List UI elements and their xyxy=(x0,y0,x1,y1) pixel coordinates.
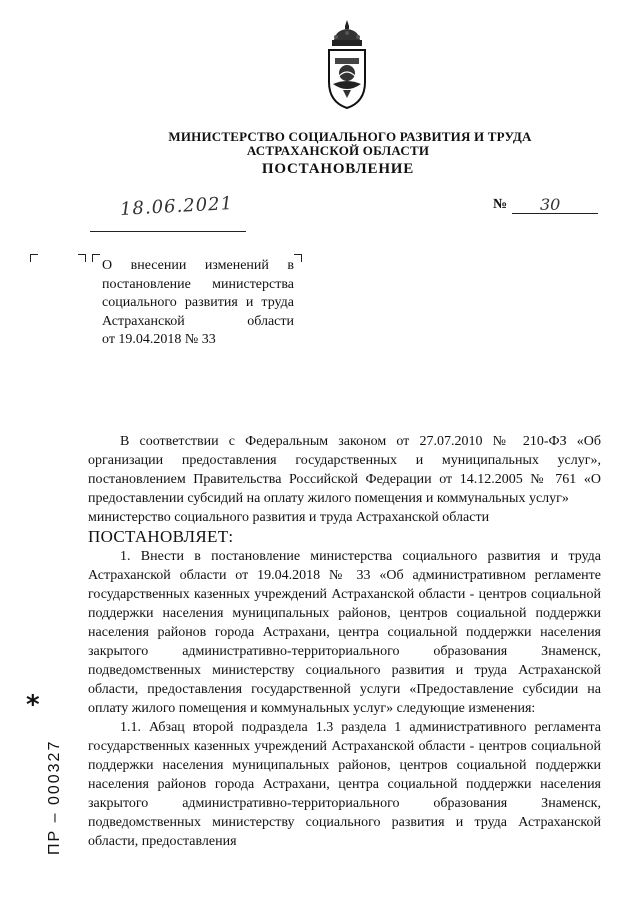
corner-mark-left-inner xyxy=(78,254,86,262)
subject-block xyxy=(102,257,294,350)
authority-line: министерство социального развития и труда Астраханской области xyxy=(88,510,490,525)
coat-of-arms-icon xyxy=(322,18,372,110)
item-1-paragraph: 1. Внести в постановление министерства социального развития и труда Астраханской области от 19.04.2018 № 33 «Об административном регламенте государственных казенных учреждений Астраханской области - центров социальной поддержки населения муниципальных районов, центров социальной поддержки населения районов города Астрахани, центра социальной поддержки населения закрытого административно-территориального образования Знаменск, подведомственных министерству социального развития и труда Астраханской области, предоставления государственной услуги «Предоставление субсидии на оплату жилого помещения и коммунальных услуг» следующие изменения: xyxy=(88,549,601,716)
decree-heading: ПОСТАНОВЛЯЕТ: xyxy=(88,527,234,546)
subject-line: Астраханской области xyxy=(102,313,294,329)
subject-line: постановление министерства xyxy=(102,276,294,292)
registration-side-mark: ПР – 000327 xyxy=(46,739,63,855)
document-body xyxy=(88,432,601,851)
subject-line: от 19.04.2018 № 33 xyxy=(102,332,216,347)
corner-mark-subject-right xyxy=(294,254,302,262)
ministry-name-line1: МИНИСТЕРСТВО СОЦИАЛЬНОГО РАЗВИТИЯ И ТРУДА xyxy=(168,129,532,144)
preamble-paragraph: В соответствии с Федеральным законом от 27.07.2010 № 210-ФЗ «Об организации предоставления государственных и муниципальных услуг», постановлением Правительства Российской Федерации от 14.12.2005 № 761 «О предоставлении субсидий на оплату жилого помещения и коммунальных услуг» xyxy=(88,434,601,506)
corner-mark-subject-left xyxy=(92,254,100,262)
document-type-title: ПОСТАНОВЛЕНИЕ xyxy=(261,161,415,177)
handwritten-date: 18.06.2021 xyxy=(119,193,234,220)
subject-line: О внесении изменений в xyxy=(102,258,294,273)
ministry-name-line2: АСТРАХАНСКОЙ ОБЛАСТИ xyxy=(246,143,430,158)
document-header xyxy=(0,130,640,180)
number-sign: № xyxy=(493,197,508,212)
subject-line: социального развития и труда xyxy=(102,295,294,310)
asterisk-mark: * xyxy=(26,690,40,720)
corner-mark-left-outer xyxy=(30,254,38,262)
handwritten-number: 30 xyxy=(540,195,561,214)
item-1-1-paragraph: 1.1. Абзац второй подраздела 1.3 раздела 1 административного регламента государственных казенных учреждений Астраханской области - центров социальной поддержки населения муниципальных районов, центров социальной поддержки населения районов города Астрахани, центра социальной поддержки населения закрытого административно-территориального образования Знаменск, подведомственных министерству социального развития и труда Астраханской области, предоставления xyxy=(88,720,601,849)
